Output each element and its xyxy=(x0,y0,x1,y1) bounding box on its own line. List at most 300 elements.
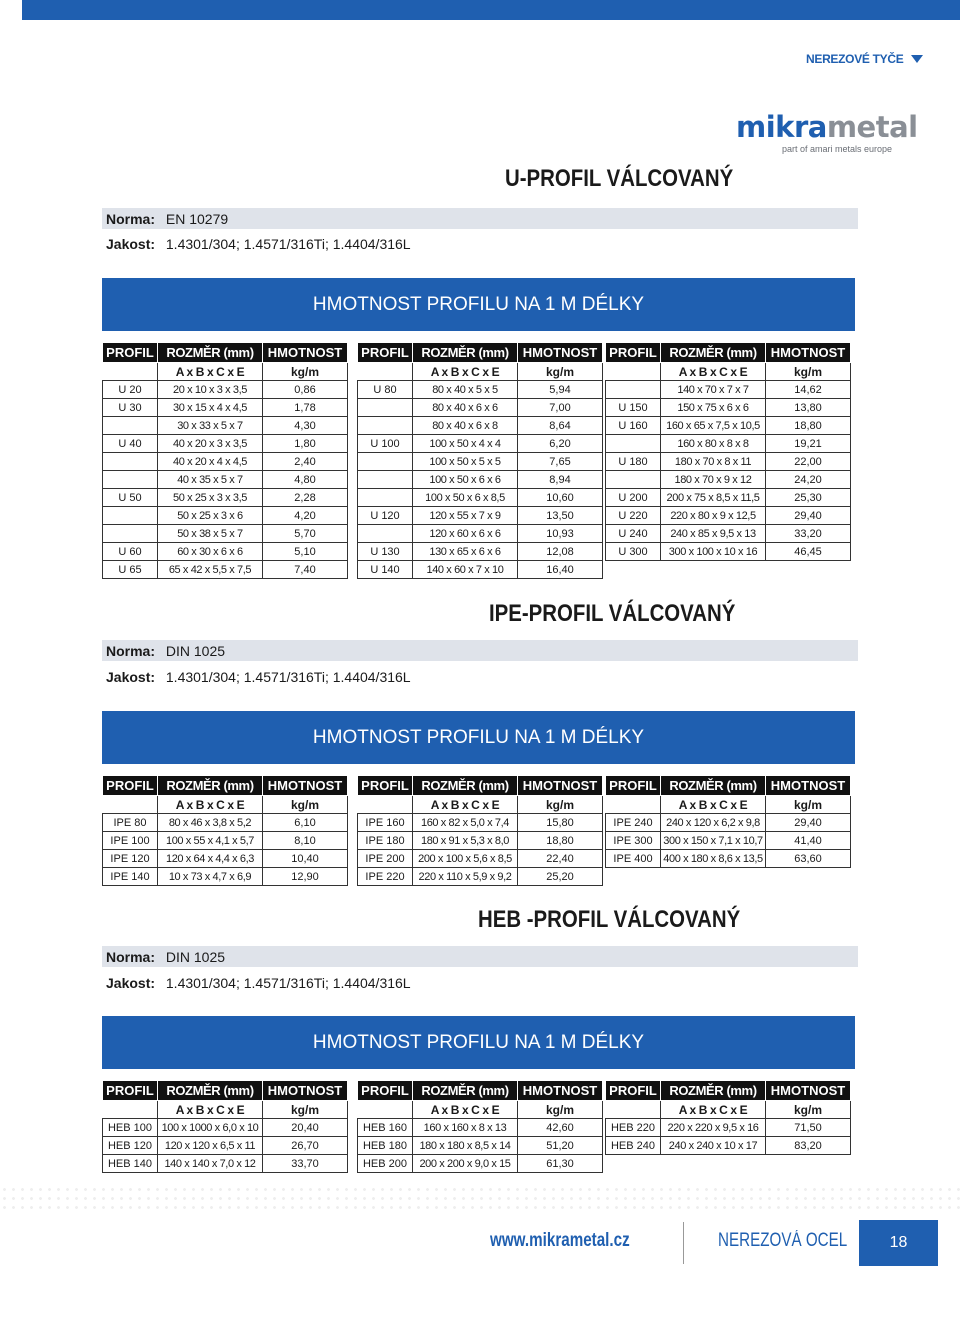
table-header-cell: PROFIL xyxy=(358,776,413,796)
profile-cell xyxy=(358,417,413,435)
dimension-cell: 120 x 55 x 7 x 9 xyxy=(413,507,518,525)
weight-cell: 22,40 xyxy=(518,850,603,868)
weight-cell: 8,10 xyxy=(263,832,348,850)
dimension-cell: 20 x 10 x 3 x 3,5 xyxy=(158,381,263,399)
profile-table xyxy=(605,342,851,561)
table-subheader-cell: A x B x C x E xyxy=(158,796,263,814)
profile-cell: IPE 400 xyxy=(606,850,661,868)
table-row xyxy=(103,850,348,868)
table-row xyxy=(103,417,348,435)
table-row xyxy=(103,507,348,525)
dimension-cell: 240 x 120 x 6,2 x 9,8 xyxy=(661,814,766,832)
profile-cell: IPE 180 xyxy=(358,832,413,850)
dimension-cell: 140 x 140 x 7,0 x 12 xyxy=(158,1155,263,1173)
dimension-cell: 160 x 80 x 8 x 8 xyxy=(661,435,766,453)
dimension-cell: 240 x 240 x 10 x 17 xyxy=(661,1137,766,1155)
section-title: IPE-PROFIL VÁLCOVANÝ xyxy=(489,600,736,627)
profile-cell: IPE 80 xyxy=(103,814,158,832)
table-subheader-cell: A x B x C x E xyxy=(413,796,518,814)
profile-cell: U 30 xyxy=(103,399,158,417)
weight-cell: 20,40 xyxy=(263,1119,348,1137)
dimension-cell: 300 x 100 x 10 x 16 xyxy=(661,543,766,561)
weight-cell: 18,80 xyxy=(766,417,851,435)
weight-cell: 7,65 xyxy=(518,453,603,471)
table-subheader-cell xyxy=(606,1101,661,1119)
table-row xyxy=(358,507,603,525)
dimension-cell: 80 x 46 x 3,8 x 5,2 xyxy=(158,814,263,832)
profile-cell: U 240 xyxy=(606,525,661,543)
profile-table xyxy=(102,342,348,579)
dimension-cell: 30 x 33 x 5 x 7 xyxy=(158,417,263,435)
table-row xyxy=(358,814,603,832)
dimension-cell: 180 x 70 x 8 x 11 xyxy=(661,453,766,471)
profile-cell: HEB 200 xyxy=(358,1155,413,1173)
table-row xyxy=(606,1119,851,1137)
table-header-cell: HMOTNOST xyxy=(518,1081,603,1101)
dimension-cell: 100 x 50 x 5 x 5 xyxy=(413,453,518,471)
table-subheader-cell xyxy=(103,363,158,381)
dimension-cell: 140 x 60 x 7 x 10 xyxy=(413,561,518,579)
jakost-value: 1.4301/304; 1.4571/316Ti; 1.4404/316L xyxy=(165,236,411,252)
footer-website-link[interactable]: www.mikrametal.cz xyxy=(490,1230,630,1251)
table-row xyxy=(358,868,603,886)
table-row xyxy=(358,399,603,417)
table-row xyxy=(358,561,603,579)
table-subheader-cell xyxy=(358,363,413,381)
table-subheader-cell xyxy=(606,363,661,381)
section-band: HMOTNOST PROFILU NA 1 M DÉLKY xyxy=(102,1016,855,1069)
table-subheader-cell: kg/m xyxy=(518,1101,603,1119)
weight-cell: 8,94 xyxy=(518,471,603,489)
dimension-cell: 150 x 75 x 6 x 6 xyxy=(661,399,766,417)
table-row xyxy=(358,417,603,435)
table-row xyxy=(606,814,851,832)
table-header-cell: HMOTNOST xyxy=(518,343,603,363)
table-header-cell: PROFIL xyxy=(606,343,661,363)
weight-cell: 1,78 xyxy=(263,399,348,417)
table-row xyxy=(103,561,348,579)
weight-cell: 13,80 xyxy=(766,399,851,417)
weight-cell: 24,20 xyxy=(766,471,851,489)
table-row xyxy=(358,453,603,471)
section-title: HEB -PROFIL VÁLCOVANÝ xyxy=(478,906,741,933)
table-subheader-cell: kg/m xyxy=(263,1101,348,1119)
logo xyxy=(736,110,918,158)
profile-cell: U 40 xyxy=(103,435,158,453)
table-row xyxy=(103,525,348,543)
weight-cell: 51,20 xyxy=(518,1137,603,1155)
table-subheader-cell: A x B x C x E xyxy=(413,363,518,381)
table-row xyxy=(103,832,348,850)
dimension-cell: 180 x 180 x 8,5 x 14 xyxy=(413,1137,518,1155)
table-row xyxy=(358,1137,603,1155)
table-header-cell: PROFIL xyxy=(103,1081,158,1101)
table-header-cell: HMOTNOST xyxy=(263,1081,348,1101)
profile-cell: IPE 160 xyxy=(358,814,413,832)
weight-cell: 41,40 xyxy=(766,832,851,850)
table-row xyxy=(606,507,851,525)
profile-cell: U 120 xyxy=(358,507,413,525)
table-row xyxy=(358,525,603,543)
nav-menu-label: NEREZOVÉ TYČE xyxy=(806,52,904,66)
decorative-dots xyxy=(0,1185,960,1215)
weight-cell: 2,28 xyxy=(263,489,348,507)
dimension-cell: 130 x 65 x 6 x 6 xyxy=(413,543,518,561)
dimension-cell: 10 x 73 x 4,7 x 6,9 xyxy=(158,868,263,886)
profile-cell: IPE 200 xyxy=(358,850,413,868)
dimension-cell: 180 x 70 x 9 x 12 xyxy=(661,471,766,489)
table-row xyxy=(606,399,851,417)
table-row xyxy=(103,471,348,489)
table-subheader-cell: kg/m xyxy=(263,796,348,814)
profile-table xyxy=(357,1080,603,1173)
dimension-cell: 200 x 100 x 5,6 x 8,5 xyxy=(413,850,518,868)
dimension-cell: 50 x 25 x 3 x 3,5 xyxy=(158,489,263,507)
profile-cell: HEB 120 xyxy=(103,1137,158,1155)
table-row xyxy=(103,543,348,561)
table-header-cell: PROFIL xyxy=(606,776,661,796)
weight-cell: 1,80 xyxy=(263,435,348,453)
table-row xyxy=(358,1155,603,1173)
table-header-cell: ROZMĚR (mm) xyxy=(661,776,766,796)
table-row xyxy=(103,399,348,417)
profile-cell: U 80 xyxy=(358,381,413,399)
dimension-cell: 100 x 55 x 4,1 x 5,7 xyxy=(158,832,263,850)
jakost-label: Jakost: xyxy=(106,669,156,685)
norma-value: EN 10279 xyxy=(165,211,229,227)
dimension-cell: 80 x 40 x 5 x 5 xyxy=(413,381,518,399)
jakost-label: Jakost: xyxy=(106,975,156,991)
profile-cell xyxy=(103,471,158,489)
norma-row xyxy=(106,211,228,227)
profile-cell: HEB 140 xyxy=(103,1155,158,1173)
norma-label: Norma: xyxy=(106,211,156,227)
profile-cell: U 300 xyxy=(606,543,661,561)
table-header-cell: ROZMĚR (mm) xyxy=(158,1081,263,1101)
dimension-cell: 100 x 50 x 4 x 4 xyxy=(413,435,518,453)
profile-table xyxy=(357,775,603,886)
weight-cell: 10,60 xyxy=(518,489,603,507)
section-title: U-PROFIL VÁLCOVANÝ xyxy=(505,165,734,192)
weight-cell: 18,80 xyxy=(518,832,603,850)
dimension-cell: 200 x 75 x 8,5 x 11,5 xyxy=(661,489,766,507)
profile-cell: U 150 xyxy=(606,399,661,417)
weight-cell: 42,60 xyxy=(518,1119,603,1137)
profile-cell xyxy=(358,471,413,489)
table-row xyxy=(606,543,851,561)
jakost-value: 1.4301/304; 1.4571/316Ti; 1.4404/316L xyxy=(165,975,411,991)
table-row xyxy=(358,435,603,453)
dimension-cell: 80 x 40 x 6 x 6 xyxy=(413,399,518,417)
profile-cell: HEB 160 xyxy=(358,1119,413,1137)
profile-cell: U 50 xyxy=(103,489,158,507)
profile-cell: IPE 100 xyxy=(103,832,158,850)
table-header-cell: ROZMĚR (mm) xyxy=(661,343,766,363)
profile-cell: HEB 240 xyxy=(606,1137,661,1155)
profile-cell: HEB 180 xyxy=(358,1137,413,1155)
profile-cell: U 130 xyxy=(358,543,413,561)
jakost-row xyxy=(106,669,411,685)
profile-cell: U 20 xyxy=(103,381,158,399)
table-row xyxy=(103,1119,348,1137)
dimension-cell: 180 x 91 x 5,3 x 8,0 xyxy=(413,832,518,850)
table-row xyxy=(103,868,348,886)
weight-cell: 10,40 xyxy=(263,850,348,868)
table-subheader-cell: kg/m xyxy=(518,796,603,814)
weight-cell: 13,50 xyxy=(518,507,603,525)
dimension-cell: 30 x 15 x 4 x 4,5 xyxy=(158,399,263,417)
norma-value: DIN 1025 xyxy=(165,643,226,659)
dimension-cell: 220 x 80 x 9 x 12,5 xyxy=(661,507,766,525)
nav-menu-nerezove-tyce[interactable] xyxy=(806,48,923,70)
dimension-cell: 100 x 50 x 6 x 6 xyxy=(413,471,518,489)
section-band: HMOTNOST PROFILU NA 1 M DÉLKY xyxy=(102,278,855,331)
table-row xyxy=(103,435,348,453)
profile-cell xyxy=(103,525,158,543)
table-header-cell: ROZMĚR (mm) xyxy=(158,343,263,363)
table-subheader-cell: A x B x C x E xyxy=(413,1101,518,1119)
dimension-cell: 120 x 60 x 6 x 6 xyxy=(413,525,518,543)
logo-part1: mikra xyxy=(736,110,827,144)
table-subheader-cell: kg/m xyxy=(766,1101,851,1119)
weight-cell: 22,00 xyxy=(766,453,851,471)
weight-cell: 6,10 xyxy=(263,814,348,832)
footer-divider xyxy=(683,1222,684,1264)
weight-cell: 8,64 xyxy=(518,417,603,435)
profile-cell: U 140 xyxy=(358,561,413,579)
table-subheader-cell: A x B x C x E xyxy=(661,1101,766,1119)
weight-cell: 16,40 xyxy=(518,561,603,579)
profile-table xyxy=(357,342,603,579)
weight-cell: 25,30 xyxy=(766,489,851,507)
table-row xyxy=(606,489,851,507)
dimension-cell: 50 x 38 x 5 x 7 xyxy=(158,525,263,543)
dimension-cell: 240 x 85 x 9,5 x 13 xyxy=(661,525,766,543)
table-subheader-cell: A x B x C x E xyxy=(158,363,263,381)
table-row xyxy=(358,471,603,489)
profile-cell: U 180 xyxy=(606,453,661,471)
table-row xyxy=(606,417,851,435)
profile-cell: IPE 300 xyxy=(606,832,661,850)
dimension-cell: 100 x 50 x 6 x 8,5 xyxy=(413,489,518,507)
table-row xyxy=(358,850,603,868)
table-row xyxy=(606,435,851,453)
jakost-row xyxy=(106,236,411,252)
table-subheader-cell xyxy=(358,1101,413,1119)
dimension-cell: 120 x 120 x 6,5 x 11 xyxy=(158,1137,263,1155)
weight-cell: 7,00 xyxy=(518,399,603,417)
profile-cell xyxy=(103,417,158,435)
table-header-cell: ROZMĚR (mm) xyxy=(661,1081,766,1101)
profile-cell xyxy=(358,399,413,417)
weight-cell: 71,50 xyxy=(766,1119,851,1137)
table-header-cell: PROFIL xyxy=(103,343,158,363)
table-row xyxy=(358,832,603,850)
profile-cell: IPE 140 xyxy=(103,868,158,886)
dimension-cell: 140 x 70 x 7 x 7 xyxy=(661,381,766,399)
table-subheader-cell xyxy=(606,796,661,814)
weight-cell: 10,93 xyxy=(518,525,603,543)
table-row xyxy=(606,453,851,471)
dimension-cell: 200 x 200 x 9,0 x 15 xyxy=(413,1155,518,1173)
weight-cell: 83,20 xyxy=(766,1137,851,1155)
table-row xyxy=(606,832,851,850)
weight-cell: 4,30 xyxy=(263,417,348,435)
dimension-cell: 300 x 150 x 7,1 x 10,7 xyxy=(661,832,766,850)
dimension-cell: 160 x 82 x 5,0 x 7,4 xyxy=(413,814,518,832)
dimension-cell: 220 x 110 x 5,9 x 9,2 xyxy=(413,868,518,886)
table-subheader-cell: kg/m xyxy=(263,363,348,381)
norma-row xyxy=(106,643,225,659)
dimension-cell: 120 x 64 x 4,4 x 6,3 xyxy=(158,850,263,868)
dimension-cell: 40 x 20 x 4 x 4,5 xyxy=(158,453,263,471)
profile-cell xyxy=(103,453,158,471)
weight-cell: 5,94 xyxy=(518,381,603,399)
table-header-cell: HMOTNOST xyxy=(263,343,348,363)
jakost-label: Jakost: xyxy=(106,236,156,252)
table-row xyxy=(606,1137,851,1155)
weight-cell: 19,21 xyxy=(766,435,851,453)
table-subheader-cell: kg/m xyxy=(518,363,603,381)
table-row xyxy=(103,453,348,471)
dimension-cell: 40 x 35 x 5 x 7 xyxy=(158,471,263,489)
table-header-cell: ROZMĚR (mm) xyxy=(413,343,518,363)
table-header-cell: ROZMĚR (mm) xyxy=(413,1081,518,1101)
table-row xyxy=(358,381,603,399)
dimension-cell: 40 x 20 x 3 x 3,5 xyxy=(158,435,263,453)
profile-cell: HEB 100 xyxy=(103,1119,158,1137)
profile-cell: U 60 xyxy=(103,543,158,561)
table-subheader-cell: kg/m xyxy=(766,363,851,381)
table-subheader-cell xyxy=(358,796,413,814)
profile-cell: IPE 120 xyxy=(103,850,158,868)
norma-label: Norma: xyxy=(106,643,156,659)
weight-cell: 12,90 xyxy=(263,868,348,886)
logo-part2: metal xyxy=(826,110,918,144)
profile-cell: U 220 xyxy=(606,507,661,525)
profile-cell xyxy=(358,525,413,543)
profile-cell: U 65 xyxy=(103,561,158,579)
table-header-cell: PROFIL xyxy=(606,1081,661,1101)
weight-cell: 12,08 xyxy=(518,543,603,561)
table-row xyxy=(103,1137,348,1155)
profile-cell xyxy=(358,453,413,471)
weight-cell: 29,40 xyxy=(766,814,851,832)
weight-cell: 5,10 xyxy=(263,543,348,561)
table-row xyxy=(358,1119,603,1137)
table-row xyxy=(358,489,603,507)
table-row xyxy=(103,489,348,507)
weight-cell: 29,40 xyxy=(766,507,851,525)
table-header-cell: HMOTNOST xyxy=(518,776,603,796)
table-header-cell: HMOTNOST xyxy=(766,776,851,796)
footer-brand: NEREZOVÁ OCEL xyxy=(718,1230,848,1251)
weight-cell: 4,20 xyxy=(263,507,348,525)
norma-value: DIN 1025 xyxy=(165,949,226,965)
weight-cell: 4,80 xyxy=(263,471,348,489)
profile-cell xyxy=(606,435,661,453)
dimension-cell: 65 x 42 x 5,5 x 7,5 xyxy=(158,561,263,579)
table-row xyxy=(103,381,348,399)
profile-cell: HEB 220 xyxy=(606,1119,661,1137)
profile-table xyxy=(102,775,348,886)
table-subheader-cell: A x B x C x E xyxy=(661,796,766,814)
dimension-cell: 160 x 160 x 8 x 13 xyxy=(413,1119,518,1137)
profile-cell xyxy=(606,381,661,399)
table-subheader-cell: kg/m xyxy=(766,796,851,814)
page-number: 18 xyxy=(859,1220,938,1266)
logo-tagline: part of amari metals europe xyxy=(781,144,892,154)
weight-cell: 5,70 xyxy=(263,525,348,543)
table-header-cell: HMOTNOST xyxy=(263,776,348,796)
top-bar xyxy=(22,0,960,20)
dimension-cell: 60 x 30 x 6 x 6 xyxy=(158,543,263,561)
weight-cell: 33,20 xyxy=(766,525,851,543)
jakost-value: 1.4301/304; 1.4571/316Ti; 1.4404/316L xyxy=(165,669,411,685)
profile-cell xyxy=(103,507,158,525)
table-row xyxy=(606,381,851,399)
table-row xyxy=(358,543,603,561)
table-header-cell: PROFIL xyxy=(358,1081,413,1101)
weight-cell: 25,20 xyxy=(518,868,603,886)
chevron-down-icon xyxy=(911,55,923,63)
profile-table xyxy=(102,1080,348,1173)
section-band: HMOTNOST PROFILU NA 1 M DÉLKY xyxy=(102,711,855,764)
table-row xyxy=(606,850,851,868)
dimension-cell: 80 x 40 x 6 x 8 xyxy=(413,417,518,435)
weight-cell: 26,70 xyxy=(263,1137,348,1155)
norma-row xyxy=(106,949,225,965)
table-subheader-cell xyxy=(103,1101,158,1119)
profile-cell: U 160 xyxy=(606,417,661,435)
dimension-cell: 100 x 1000 x 6,0 x 10 xyxy=(158,1119,263,1137)
table-subheader-cell: A x B x C x E xyxy=(661,363,766,381)
weight-cell: 46,45 xyxy=(766,543,851,561)
table-row xyxy=(103,1155,348,1173)
weight-cell: 15,80 xyxy=(518,814,603,832)
norma-label: Norma: xyxy=(106,949,156,965)
profile-cell: IPE 220 xyxy=(358,868,413,886)
profile-cell xyxy=(358,489,413,507)
weight-cell: 63,60 xyxy=(766,850,851,868)
table-header-cell: HMOTNOST xyxy=(766,343,851,363)
weight-cell: 0,86 xyxy=(263,381,348,399)
table-row xyxy=(606,525,851,543)
dimension-cell: 220 x 220 x 9,5 x 16 xyxy=(661,1119,766,1137)
weight-cell: 7,40 xyxy=(263,561,348,579)
table-row xyxy=(606,471,851,489)
profile-table xyxy=(605,775,851,868)
profile-cell: IPE 240 xyxy=(606,814,661,832)
table-header-cell: PROFIL xyxy=(358,343,413,363)
profile-cell: U 200 xyxy=(606,489,661,507)
table-header-cell: ROZMĚR (mm) xyxy=(158,776,263,796)
dimension-cell: 160 x 65 x 7,5 x 10,5 xyxy=(661,417,766,435)
weight-cell: 33,70 xyxy=(263,1155,348,1173)
table-row xyxy=(103,814,348,832)
weight-cell: 6,20 xyxy=(518,435,603,453)
dimension-cell: 400 x 180 x 8,6 x 13,5 xyxy=(661,850,766,868)
table-header-cell: HMOTNOST xyxy=(766,1081,851,1101)
table-header-cell: ROZMĚR (mm) xyxy=(413,776,518,796)
weight-cell: 2,40 xyxy=(263,453,348,471)
weight-cell: 61,30 xyxy=(518,1155,603,1173)
table-subheader-cell: A x B x C x E xyxy=(158,1101,263,1119)
profile-cell: U 100 xyxy=(358,435,413,453)
weight-cell: 14,62 xyxy=(766,381,851,399)
jakost-row xyxy=(106,975,411,991)
table-subheader-cell xyxy=(103,796,158,814)
